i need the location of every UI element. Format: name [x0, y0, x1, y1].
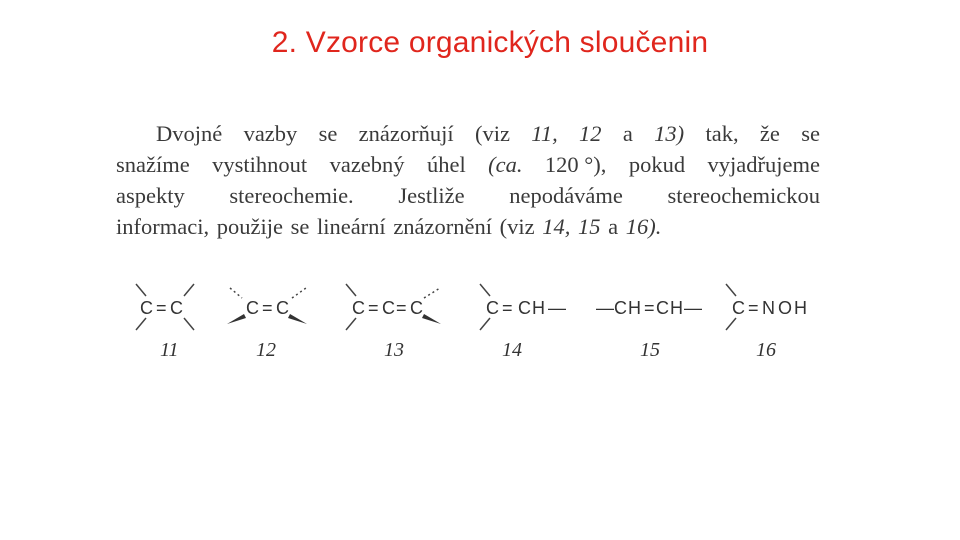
atom-label: C: [382, 298, 395, 318]
word: stereochemie.: [229, 183, 354, 208]
compound-number-12: 12: [256, 339, 276, 361]
bond-label: =: [502, 298, 513, 318]
word: (viz: [474, 121, 510, 146]
word: vazby: [243, 121, 298, 146]
word: 12: [579, 121, 602, 146]
compound-number-13: 13: [384, 339, 404, 361]
word: 14,: [542, 214, 571, 239]
word: aspekty: [116, 183, 185, 208]
word: 15: [578, 214, 601, 239]
slide-title: 2. Vzorce organických sloučenin: [271, 26, 709, 59]
compound-number-15: 15: [640, 339, 660, 361]
structure-formulas: [118, 274, 818, 370]
bond-label: =: [396, 298, 407, 318]
atom-label: C: [656, 298, 669, 318]
word: znázorňují: [358, 121, 454, 146]
compound-number-11: 11: [160, 339, 179, 361]
word: Dvojné: [156, 121, 223, 146]
atom-label: C: [518, 298, 531, 318]
word: se: [801, 121, 820, 146]
word: (ca.: [488, 152, 523, 177]
bond-label: —: [548, 298, 566, 318]
word: stereochemickou: [667, 183, 820, 208]
atom-label: H: [670, 298, 683, 318]
atom-label: H: [794, 298, 807, 318]
compound-number-14: 14: [502, 339, 522, 361]
atom-label: H: [532, 298, 545, 318]
word: 16).: [625, 214, 662, 239]
compound-number-16: 16: [756, 339, 776, 361]
atom-label: C: [246, 298, 259, 318]
atom-label: N: [762, 298, 775, 318]
atom-label: C: [410, 298, 423, 318]
word: úhel: [426, 152, 466, 177]
bond-label: =: [156, 298, 167, 318]
atom-label: C: [614, 298, 627, 318]
atom-label: H: [628, 298, 641, 318]
word: že: [759, 121, 780, 146]
word: informaci,: [116, 214, 210, 239]
bond-label: =: [368, 298, 379, 318]
word: Jestliže: [398, 183, 465, 208]
word: 11,: [531, 121, 558, 146]
word: pokud: [628, 152, 686, 177]
word: nepodáváme: [509, 183, 623, 208]
word: snažíme: [116, 152, 190, 177]
word: a: [608, 214, 619, 239]
word: vyjadřujeme: [707, 152, 820, 177]
bond-label: —: [684, 298, 702, 318]
word: 120 °),: [544, 152, 607, 177]
atom-label: C: [140, 298, 153, 318]
bond-label: =: [748, 298, 759, 318]
word: 13): [654, 121, 685, 146]
atom-label: C: [170, 298, 183, 318]
atom-label: C: [352, 298, 365, 318]
paragraph-line-2: [116, 149, 820, 180]
word: se: [318, 121, 338, 146]
word: se: [290, 214, 310, 239]
bond-label: =: [644, 298, 655, 318]
atom-label: O: [778, 298, 793, 318]
word: vystihnout: [212, 152, 308, 177]
atom-label: C: [732, 298, 745, 318]
word: vazebný: [329, 152, 405, 177]
word: znázornění: [393, 214, 493, 239]
word: (viz: [499, 214, 535, 239]
bond-label: =: [262, 298, 273, 318]
word: lineární: [316, 214, 386, 239]
paragraph-line-3: [116, 180, 820, 211]
body-paragraph: [116, 118, 820, 242]
atom-label: C: [276, 298, 289, 318]
word: a: [622, 121, 633, 146]
word: použije: [216, 214, 283, 239]
bond-label: —: [596, 298, 614, 318]
paragraph-line-4: [116, 211, 820, 242]
word: tak,: [705, 121, 739, 146]
atom-label: C: [486, 298, 499, 318]
paragraph-line-1: [116, 118, 820, 149]
